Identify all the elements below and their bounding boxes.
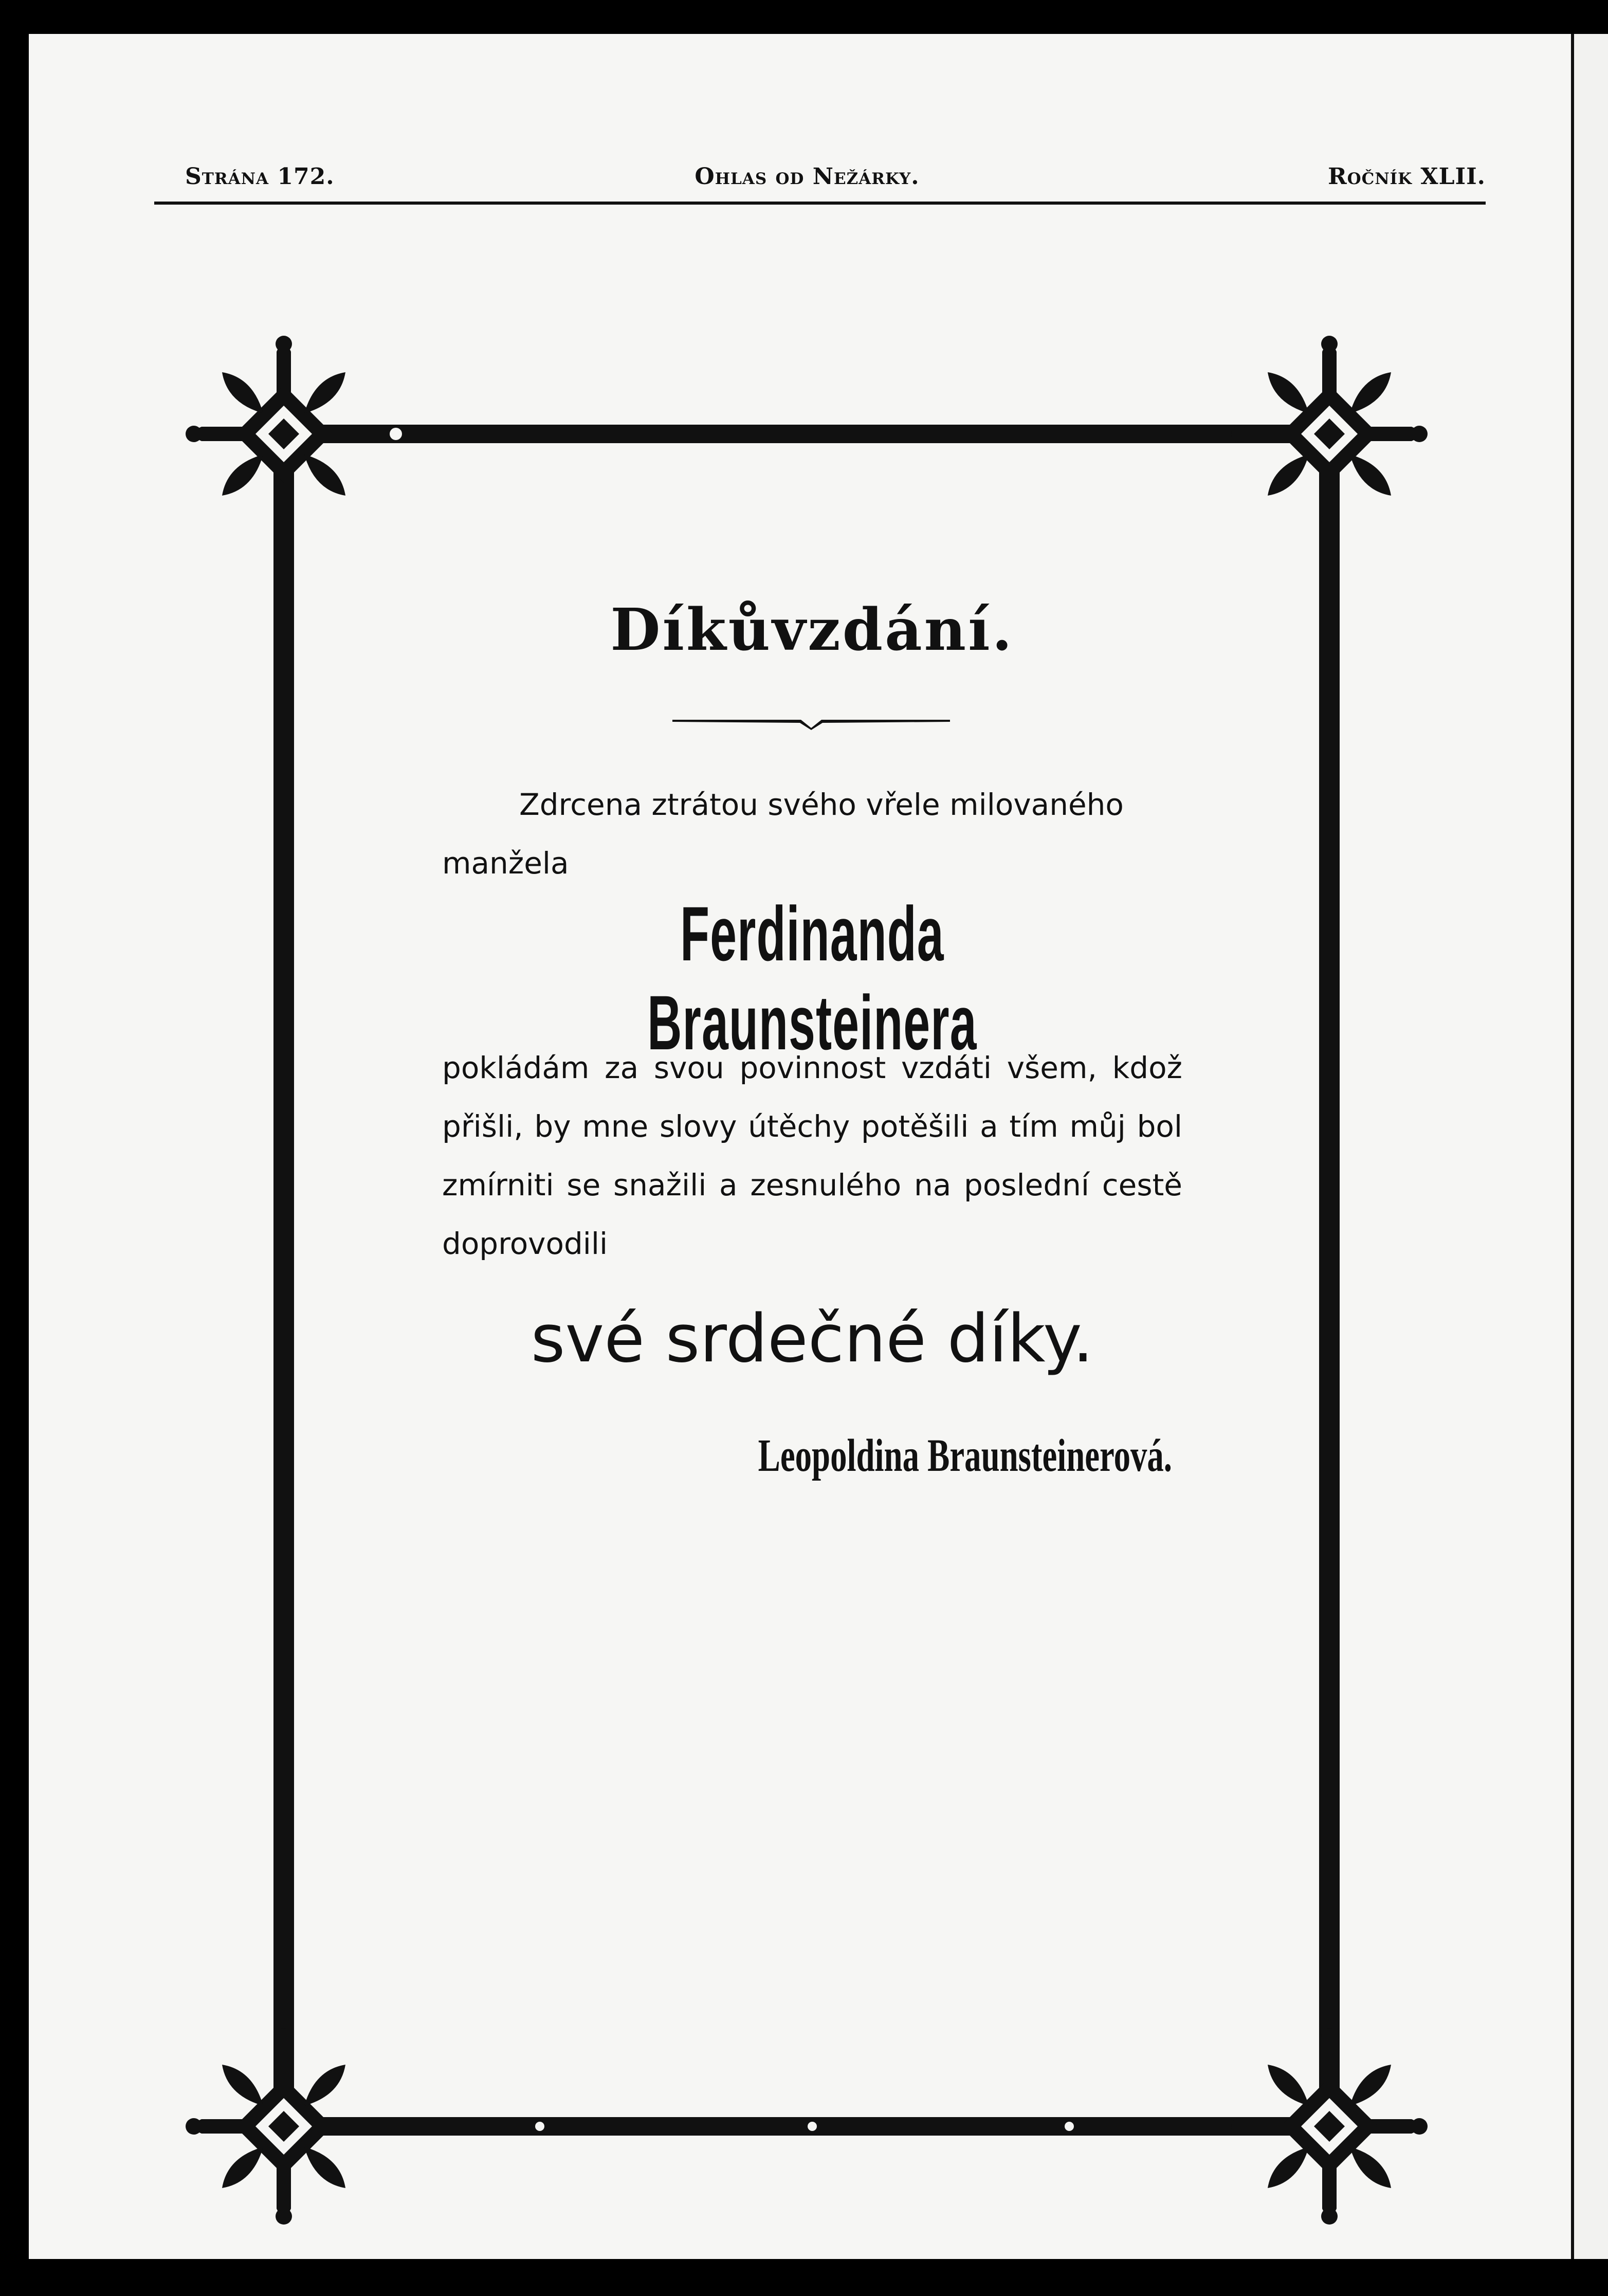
deceased-name: Ferdinanda Braunsteinera <box>647 890 977 1066</box>
chevron-divider-icon <box>672 716 950 731</box>
volume-number: Ročník XLII. <box>1328 163 1486 190</box>
intro-line-1: Zdrcena ztrátou svého vřele milovaného <box>519 787 1124 822</box>
page-number: Strána 172. <box>185 163 335 190</box>
gothic-cross-icon <box>186 336 382 532</box>
intro-line-2: manžela <box>442 846 569 881</box>
border-right <box>1319 425 1340 2136</box>
border-top <box>272 425 1352 443</box>
signature: Leopoldina Braunsteinerová. <box>758 1430 1172 1481</box>
notice-title: Díkůvzdání. <box>610 596 1014 664</box>
border-left <box>273 425 294 2136</box>
intro-text <box>442 775 1182 892</box>
newspaper-title: Ohlas od Nežárky. <box>695 163 920 190</box>
body-text: pokládám za svou povinnost vzdáti všem, kdož přišli, by mne slovy útěchy potěšili a tím můj bol zmírniti se snažili a zesnulého na poslední cestě doprovodili <box>442 1050 1182 1261</box>
thanks-line: své srdečné díky. <box>531 1301 1094 1377</box>
gothic-cross-icon <box>1231 336 1428 532</box>
gothic-cross-icon <box>186 2028 382 2225</box>
gothic-cross-icon <box>1231 2028 1428 2225</box>
